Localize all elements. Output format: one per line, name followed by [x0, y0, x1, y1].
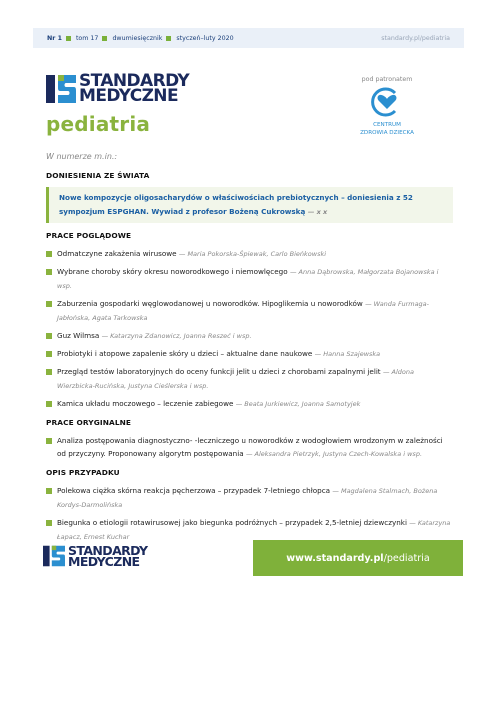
- journal-title: pediatria: [46, 112, 151, 136]
- article-item[interactable]: [46, 247, 453, 261]
- contents-intro: W numerze m.in.:: [46, 152, 118, 161]
- article-title: Biegunka o etiologii rotawirusowej jako biegunka podróżnych – przypadek 2,5-letniej dziewczynki: [57, 518, 407, 527]
- article-title: Zaburzenia gospodarki węglowodanowej u noworodków. Hipoglikemia u noworodków: [57, 299, 363, 308]
- patron-org-line1: CENTRUM: [373, 122, 401, 128]
- separator-square: [102, 36, 107, 41]
- header-url[interactable]: standardy.pl/pediatria: [381, 34, 450, 42]
- article-item[interactable]: [46, 329, 453, 343]
- article-title: Probiotyki i atopowe zapalenie skóry u dzieci – aktualne dane naukowe: [57, 349, 313, 358]
- section-title: PRACE ORYGINALNE: [46, 418, 132, 427]
- logo-wordmark: [79, 71, 190, 106]
- footer-url-link[interactable]: [253, 540, 463, 576]
- article-authors: — Aldona Wierzbicka-Rucińska, Justyna Cieślerska i wsp.: [57, 368, 414, 390]
- section-title: OPIS PRZYPADKU: [46, 468, 120, 477]
- issue-number: Nr 1: [47, 34, 62, 42]
- article-item[interactable]: [46, 434, 453, 461]
- patron-org-line2: ZDROWIA DZIECKA: [360, 130, 414, 136]
- feature-title: Nowe kompozycje oligosacharydów o właściwościach prebiotycznych – doniesienia z 52 sympozjum ESPGHAN. Wywiad z profesor Bożeną Cukrowską: [59, 193, 413, 216]
- contents: [46, 150, 453, 548]
- logo-word-standardy: STANDARDY: [68, 543, 148, 558]
- standardy-medyczne-logo: [46, 73, 189, 105]
- article-authors: — Wanda Furmaga-Jabłońska, Agata Tarkowska: [57, 300, 430, 322]
- separator-square: [66, 36, 71, 41]
- article-authors: — Magdalena Stalmach, Bożena Kordys-Darmolińska: [57, 487, 438, 509]
- czd-heart-logo-icon: [365, 87, 409, 117]
- article-item[interactable]: [46, 347, 453, 361]
- article-item[interactable]: [46, 397, 453, 411]
- footer-url-path: /pediatria: [383, 552, 430, 564]
- article-title: Analiza postępowania diagnostyczno- -leczniczego u noworodków z wodogłowiem wrodzonym w zależności od przyczyny. Proponowany algorytm postępowania: [57, 436, 443, 458]
- article-title: Kamica układu moczowego – leczenie zabiegowe: [57, 399, 234, 408]
- logo-word-medyczne: MEDYCZNE: [79, 86, 178, 106]
- section-title: PRACE POGLĄDOWE: [46, 231, 132, 240]
- logo-word-medyczne: MEDYCZNE: [68, 554, 140, 569]
- patronage-block: [352, 76, 422, 137]
- article-item[interactable]: [46, 297, 453, 325]
- brand-mark-icon: [43, 544, 65, 568]
- article-title: Polekowa ciężka skórna reakcja pęcherzowa – przypadek 7-letniego chłopca: [57, 486, 331, 495]
- brand-mark-icon: [46, 73, 76, 105]
- issue-date: styczeń–luty 2020: [176, 34, 234, 42]
- issue-volume: tom 17: [75, 34, 99, 42]
- patronage-label: pod patronatem: [361, 76, 413, 83]
- article-authors: — Hanna Szajewska: [314, 350, 381, 358]
- article-item[interactable]: [46, 265, 453, 293]
- footer-wordmark: [68, 545, 148, 567]
- article-authors: — Anna Dąbrowska, Małgorzata Bojanowska i wsp.: [57, 268, 439, 290]
- article-title: Przegląd testów laboratoryjnych do oceny funkcji jelit u dzieci z chorobami zapalnymi jelit: [57, 367, 381, 376]
- issue-bar: [33, 28, 464, 48]
- article-authors: — Beata Jurkiewicz, Joanna Samotyjek: [235, 400, 361, 408]
- footer-logo: [43, 544, 148, 568]
- separator-square: [166, 36, 171, 41]
- article-authors: — Katarzyna Łapacz, Ernest Kuchar: [57, 519, 451, 541]
- article-authors: — Maria Pokorska-Śpiewak, Carlo Bieńkowski: [178, 250, 327, 258]
- footer-url-main: www.standardy.pl: [286, 552, 384, 564]
- logo-word-standardy: STANDARDY: [79, 71, 190, 91]
- article-item[interactable]: [46, 484, 453, 512]
- feature-article[interactable]: [46, 187, 453, 223]
- article-authors: — Aleksandra Pietrzyk, Justyna Czech-Kowalska i wsp.: [245, 450, 423, 458]
- section-title: DONIESIENIA ZE ŚWIATA: [46, 171, 150, 180]
- article-title: Guz Wilmsa: [57, 331, 100, 340]
- article-title: Odmatczyne zakażenia wirusowe: [57, 249, 177, 258]
- feature-authors: — x x: [307, 208, 328, 216]
- article-item[interactable]: [46, 365, 453, 393]
- article-title: Wybrane choroby skóry okresu noworodkowego i niemowlęcego: [57, 267, 288, 276]
- issue-frequency: dwumiesięcznik: [112, 34, 163, 42]
- issue-info: [47, 35, 234, 42]
- article-authors: — Katarzyna Zdanowicz, Joanna Reszeć i wsp.: [101, 332, 252, 340]
